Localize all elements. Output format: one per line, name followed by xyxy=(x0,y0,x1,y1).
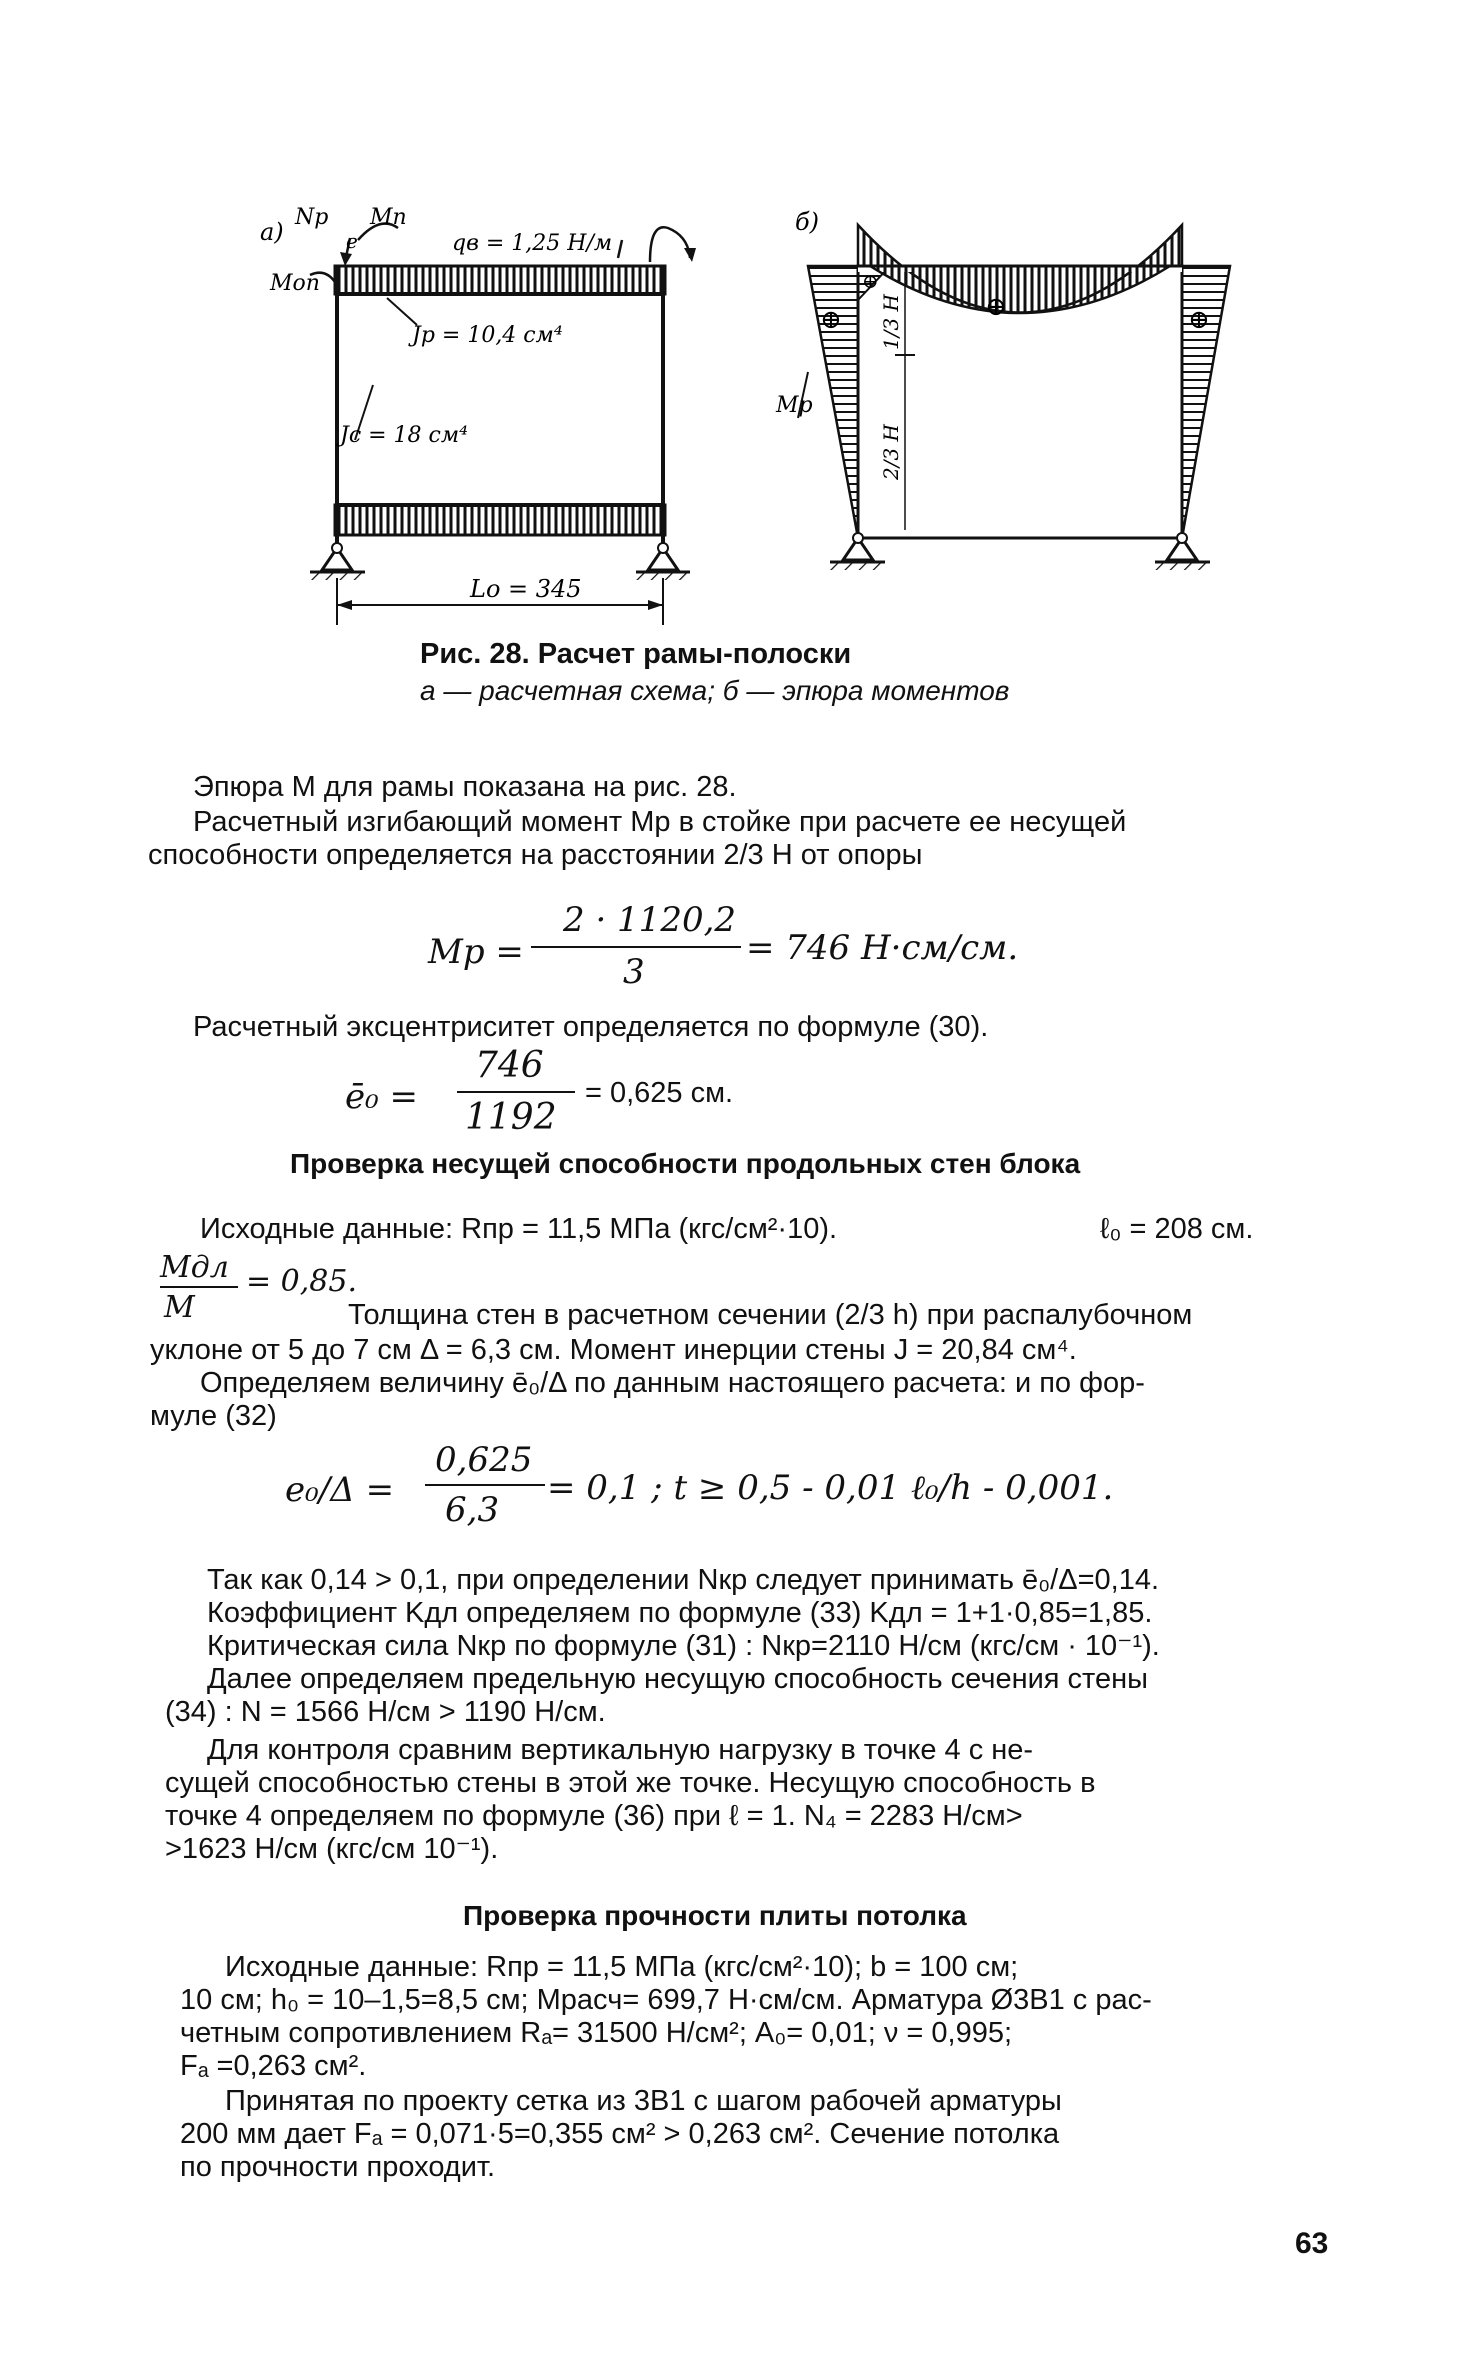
formula-e0-delta-num: 0,625 xyxy=(435,1440,533,1480)
label-jc: Jс = 18 см⁴ xyxy=(340,423,468,448)
formula-e0-delta xyxy=(285,1440,1285,1540)
label-np: Nр xyxy=(295,205,329,230)
figure-28 xyxy=(230,190,1350,630)
top-beam xyxy=(335,266,665,294)
line-20: Принятая по проекту сетка из 3В1 с шагом рабочей арматуры xyxy=(225,2085,1062,2117)
line-14: точке 4 определяем по формуле (36) при ℓ = 1. N₄ = 2283 Н/см> xyxy=(165,1800,1023,1832)
line-7: Так как 0,14 > 0,1, при определении Nкр следует принимать ē₀/Δ=0,14. xyxy=(207,1564,1160,1596)
formula-e0-num: 746 xyxy=(475,1045,544,1086)
line-10: Далее определяем предельную несущую способность сечения стены xyxy=(207,1663,1148,1695)
plus-corner: ⊕ xyxy=(862,269,879,293)
line-12: Для контроля сравним вертикальную нагрузку в точке 4 с не- xyxy=(207,1734,1034,1766)
line-22: по прочности проходит. xyxy=(180,2151,496,2183)
line-6: муле (32) xyxy=(150,1400,277,1432)
formula-mp-bar xyxy=(531,946,741,948)
moment-diagram xyxy=(775,208,1230,570)
design-scheme xyxy=(260,205,696,625)
formula-e0-bar xyxy=(457,1091,575,1093)
formula-mp-den: 3 xyxy=(623,952,645,992)
formula-mp-lhs: Mр = xyxy=(428,932,524,972)
formula-e0-den: 1192 xyxy=(465,1097,557,1138)
plus-top: ⊕ xyxy=(985,292,1007,322)
line-9: Критическая сила Nкр по формуле (31) : Nкр=2110 Н/см (кгс/см · 10⁻¹). xyxy=(207,1630,1160,1662)
line-11: (34) : N = 1566 Н/см > 1190 Н/см. xyxy=(165,1696,606,1728)
line-16: Исходные данные: Rпр = 11,5 МПа (кгс/см²·10); b = 100 см; xyxy=(225,1951,1019,1983)
line-5: Определяем величину ē₀/Δ по данным настоящего расчета: и по фор- xyxy=(200,1367,1145,1399)
formula-mp xyxy=(428,900,1128,1000)
formula-mp-rhs: = 746 Н·см/см. xyxy=(746,928,1019,968)
label-h23: 2/3 H xyxy=(879,424,903,480)
formula-e0 xyxy=(345,1045,845,1145)
line-1a: Исходные данные: Rпр = 11,5 МПа (кгс/см²·10). xyxy=(200,1213,838,1245)
label-lo: Lо = 345 xyxy=(470,575,582,603)
label-mon: Mоп xyxy=(270,271,320,296)
label-h13: 1/3 H xyxy=(879,294,903,350)
formula-e0-rhs: = 0,625 см. xyxy=(585,1077,734,1109)
paragraph-2b: способности определяется на расстоянии 2/3 H от опоры xyxy=(148,839,923,871)
page-number: 63 xyxy=(1295,2227,1329,2260)
ratio-mdl-bar xyxy=(160,1286,238,1288)
label-b: б) xyxy=(795,208,820,236)
figure-caption-title: Рис. 28. Расчет рамы-полоски xyxy=(420,638,852,670)
line-3: Толщина стен в расчетном сечении (2/3 h) при распалубочном xyxy=(348,1299,1193,1331)
formula-e0-delta-den: 6,3 xyxy=(445,1490,500,1530)
formula-e0-lhs: ē₀ = xyxy=(345,1077,419,1117)
heading-ceiling: Проверка прочности плиты потолка xyxy=(463,1900,967,1931)
formula-mp-num: 2 · 1120,2 xyxy=(563,900,737,940)
ratio-mdl-num: Mдл xyxy=(160,1250,229,1285)
formula-e0-delta-bar xyxy=(425,1484,545,1486)
plus-right: ⊕ xyxy=(1188,305,1210,335)
label-mp-top: Mп xyxy=(370,205,407,230)
line-19: Fₐ =0,263 см². xyxy=(180,2050,367,2082)
paragraph-2a: Расчетный изгибающий момент Mр в стойке при расчете ее несущей xyxy=(193,806,1127,838)
line-8: Коэффициент Kдл определяем по формуле (33) Kдл = 1+1·0,85=1,85. xyxy=(207,1597,1153,1629)
left-support xyxy=(310,543,365,580)
line-4: уклоне от 5 до 7 см Δ = 6,3 см. Момент инерции стены J = 20,84 см⁴. xyxy=(150,1334,1077,1366)
label-a: а) xyxy=(260,218,284,246)
ratio-mdl-rhs: = 0,85. xyxy=(246,1264,358,1299)
ratio-mdl-den: M xyxy=(164,1290,195,1325)
right-support xyxy=(636,543,690,580)
formula-e0-delta-lhs: e₀/Δ = xyxy=(285,1470,395,1510)
bottom-beam xyxy=(335,505,665,535)
line-1b: ℓ₀ = 208 см. xyxy=(1100,1213,1254,1245)
line-18: четным сопротивлением Rₐ= 31500 Н/см²; A₀= 0,01; ν = 0,995; xyxy=(180,2017,1013,2049)
label-e: е xyxy=(346,229,358,253)
line-17: 10 см; h₀ = 10–1,5=8,5 см; Mрасч= 699,7 Н·см/см. Арматура Ø3В1 с рас- xyxy=(180,1984,1152,2016)
plus-left: ⊕ xyxy=(820,305,842,335)
label-load: qв = 1,25 Н/м xyxy=(452,231,613,256)
figure-caption-sub: а — расчетная схема; б — эпюра моментов xyxy=(420,675,1010,706)
heading-walls: Проверка несущей способности продольных стен блока xyxy=(290,1148,1081,1179)
line-21: 200 мм дает Fₐ = 0,071·5=0,355 см² > 0,263 см². Сечение потолка xyxy=(180,2118,1060,2150)
paragraph-3: Расчетный эксцентриситет определяется по формуле (30). xyxy=(193,1011,989,1043)
line-15: >1623 Н/см (кгс/см 10⁻¹). xyxy=(165,1833,499,1865)
line-13: сущей способностью стены в этой же точке. Несущую способность в xyxy=(165,1767,1096,1799)
formula-e0-delta-rhs: = 0,1 ; t ≥ 0,5 - 0,01 ℓ₀/h - 0,001. xyxy=(547,1468,1114,1508)
label-mp-side: Mр xyxy=(776,393,813,418)
paragraph-1: Эпюра M для рамы показана на рис. 28. xyxy=(193,771,737,803)
label-jp: Jр = 10,4 см⁴ xyxy=(412,323,563,348)
